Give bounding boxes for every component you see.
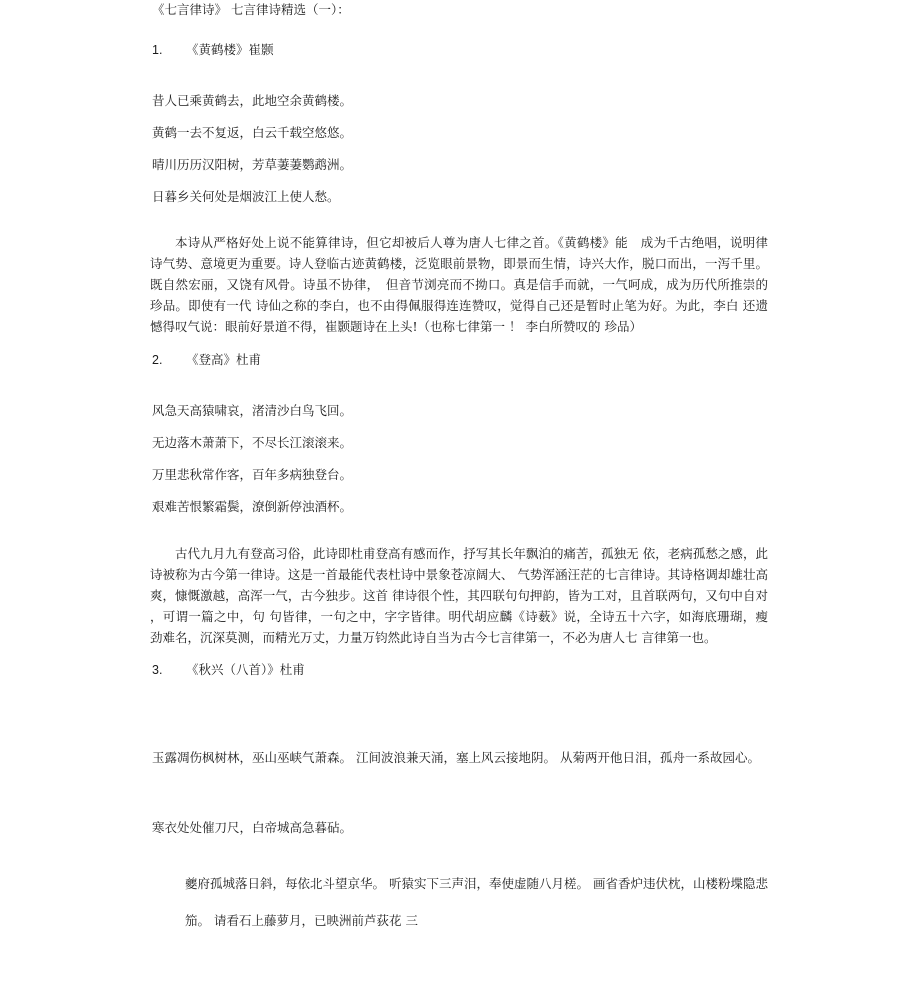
section-number: 2.	[152, 353, 163, 367]
section-number: 1.	[152, 43, 163, 57]
section-heading-3	[152, 662, 305, 678]
poem-line: 昔人已乘黄鹤去，此地空余黄鹤楼。	[152, 93, 353, 108]
poem-verse: 寒衣处处催刀尺，白帝城高急暮砧。	[152, 820, 353, 835]
section-heading-2	[152, 352, 261, 368]
poem-line: 黄鹤一去不复返，白云千载空悠悠。	[152, 125, 353, 140]
poem-line: 艰难苦恨繁霜鬓，潦倒新停浊酒杯。	[152, 499, 353, 514]
poem-line: 无边落木萧萧下，不尽长江滚滚来。	[152, 435, 353, 450]
poem-verse: 夔府孤城落日斜，每依北斗望京华。 听猿实下三声泪，奉使虚随八月槎。 画省香炉违伏枕，山楼粉堞隐悲笳。 请看石上藤萝月，已映洲前芦荻花 三	[185, 876, 768, 928]
commentary-paragraph: 本诗从严格好处上说不能算律诗，但它却被后人尊为唐人七律之首。《黄鹤楼》能 成为千古绝唱，说明律诗气势、意境更为重要。诗人登临古迹黄鹤楼，泛览眼前景物，即景而生情，诗兴大作，脱口而出，一泻千里。既自然宏丽，又饶有风骨。诗虽不协律， 但音节浏亮而不拗口。真是信手而就，一气呵成，成为历代所推崇的珍品。即使有一代 诗仙之称的李白，也不由得佩服得连连赞叹，觉得自己还是暂时止笔为好。为此，李白 还遗憾得叹气说：眼前好景道不得，崔颢题诗在上头!（也称七律第一 ！ 李白所赞叹的 珍品）	[150, 235, 768, 334]
poem-title: 《黄鹤楼》崔颢	[186, 42, 274, 57]
poem-line: 晴川历历汉阳树，芳草萋萋鹦鹉洲。	[152, 157, 353, 172]
section-number: 3.	[152, 663, 163, 677]
poem-title: 《登高》杜甫	[186, 352, 262, 367]
poem-line: 日暮乡关何处是烟波江上使人愁。	[152, 189, 340, 204]
poem-title: 《秋兴（八首）》杜甫	[186, 662, 305, 677]
poem-line: 风急天高猿啸哀，渚清沙白鸟飞回。	[152, 403, 353, 418]
poem-line: 万里悲秋常作客，百年多病独登台。	[152, 467, 353, 482]
poem-verse: 玉露凋伤枫树林，巫山巫峡气萧森。 江间波浪兼天涌，塞上风云接地阴。 从菊两开他日泪，孤舟一系故园心。	[152, 750, 760, 765]
section-heading-1	[152, 42, 274, 58]
document-title: 《七言律诗》 七言律诗精选（一）：	[152, 2, 350, 17]
commentary-paragraph: 古代九月九有登高习俗，此诗即杜甫登高有感而作，抒写其长年飘泊的痛苦，孤独无 依，老病孤愁之感，此诗被称为古今第一律诗。这是一首最能代表杜诗中景象苍凉阔大、 气势浑涵汪茫的七言律诗。其诗格调却雄壮高爽，慷慨激越，高浑一气，古今独步。这首 律诗很个性，其四联句句押韵，皆为工对，且首联两句，又句中自对 ，可谓一篇之中，句 句皆律，一句之中，字字皆律。明代胡应麟《诗薮》说，全诗五十六字，如海底珊瑚，瘦 劲难名，沉深莫测，而精光万丈，力量万钧然此诗自当为古今七言律第一，不必为唐人七 言律第一也。	[150, 546, 768, 645]
